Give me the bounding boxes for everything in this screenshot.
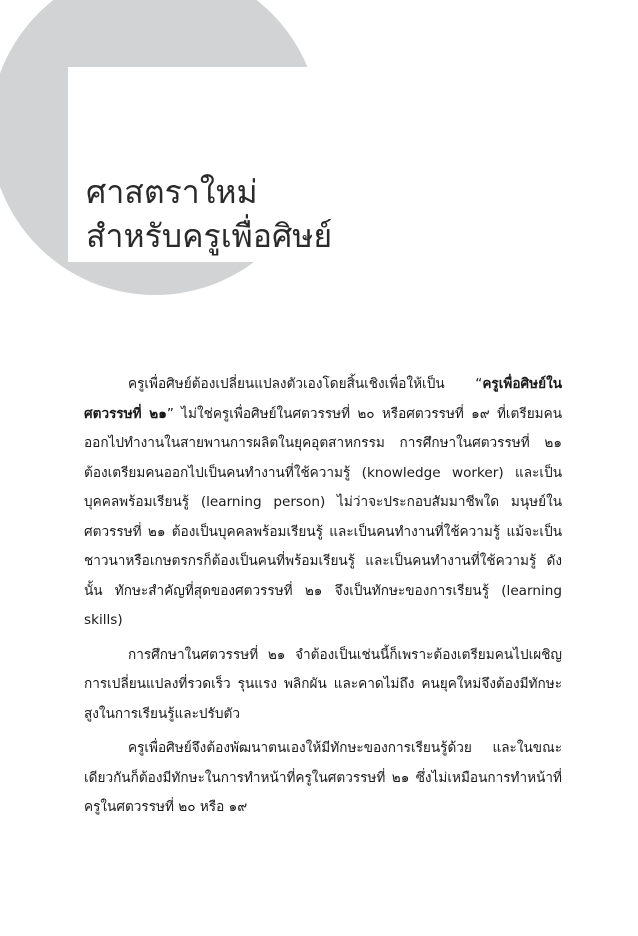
chapter-title-line-1: ศาสตราใหม่ <box>86 173 258 211</box>
paragraph-1-emphasis: ครูเพื่อศิษย์ในศตวรรษที่ ๒๑ <box>84 376 562 422</box>
chapter-title-line-2: สำหรับครูเพื่อศิษย์ <box>86 217 333 255</box>
paragraph-2: การศึกษาในศตวรรษที่ ๒๑ จำต้องเป็นเช่นนี้ก็เพราะต้องเตรียมคนไปเผชิญการเปลี่ยนแปลงที่รวดเร็ว รุนแรง พลิกผัน และคาดไม่ถึง คนยุคใหม่จึงต้องมีทักษะสูงในการเรียนรู้และปรับตัว <box>84 646 562 722</box>
paragraph-1-rest: ” ไม่ใช่ครูเพื่อศิษย์ในศตวรรษที่ ๒๐ หรือศตวรรษที่ ๑๙ ที่เตรียมคนออกไปทำงานในสายพานการผลิตในยุคอุตสาหกรรม การศึกษาในศตวรรษที่ ๒๑ ต้องเตรียมคนออกไปเป็นคนทำงานที่ใช้ความรู้ (knowledge worker) และเป็นบุคคลพร้อมเรียนรู้ (learning person) ไม่ว่าจะประกอบสัมมาชีพใด มนุษย์ในศตวรรษที่ ๒๑ ต้องเป็นบุคคลพร้อมเรียนรู้ และเป็นคนทำงานที่ใช้ความรู้ แม้จะเป็นชาวนาหรือเกษตรกรก็ต้องเป็นคนที่พร้อมเรียนรู้ และเป็นคนทำงานที่ใช้ความรู้ ดังนั้น ทักษะสำคัญที่สุดของศตวรรษที่ ๒๑ จึงเป็นทักษะของการเรียนรู้ (learning skills) <box>84 405 563 628</box>
body-text <box>84 370 562 823</box>
paragraph-1 <box>84 370 562 636</box>
paragraph-3: ครูเพื่อศิษย์จึงต้องพัฒนาตนเองให้มีทักษะของการเรียนรู้ด้วย และในขณะเดียวกันก็ต้องมีทักษะในการทำหน้าที่ครูในศตวรรษที่ ๒๑ ซึ่งไม่เหมือนการทำหน้าที่ครูในศตวรรษที่ ๒๐ หรือ ๑๙ <box>84 740 562 815</box>
chapter-title <box>86 170 332 258</box>
paragraph-1-lead: ครูเพื่อศิษย์ต้องเปลี่ยนแปลงตัวเองโดยสิ้นเชิงเพื่อให้เป็น “ <box>128 376 483 392</box>
